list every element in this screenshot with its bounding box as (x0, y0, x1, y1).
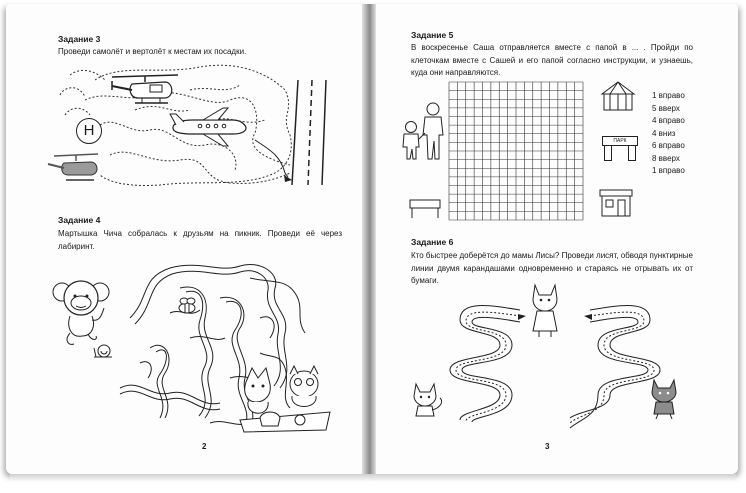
picnic-animals-illustration (240, 362, 330, 432)
task4-text: Мартышка Чича собралась к друзьям на пикник. Проведи её через лабиринт. (58, 229, 342, 251)
task5-title: Задание 5 (411, 30, 454, 40)
boy-and-dad-illustration (401, 101, 445, 163)
helicopter-illustration (110, 72, 180, 107)
instruction-step: 6 вправо (652, 141, 685, 150)
snail-illustration (92, 342, 114, 360)
task6-title: Задание 6 (411, 237, 454, 247)
task3-text: Проведи самолёт и вертолёт к местам их посадки. (58, 47, 247, 56)
task5-text: В воскресенье Саша отправляется вместе с папой в ... . Пройди по клеточкам вместе с Сашей и его папой согласно инструкции, и узнаешь, куда они направляются. (411, 43, 693, 77)
instruction-step: 1 вправо (652, 91, 685, 100)
instruction-step: 5 вверх (652, 103, 680, 113)
mama-fox-illustration (527, 281, 563, 339)
monkey-illustration (52, 278, 112, 348)
school-desk-illustration (408, 198, 442, 220)
book-spine (362, 4, 376, 474)
shop-illustration (598, 188, 634, 218)
park-gate-illustration (600, 136, 640, 160)
instruction-step: 4 вниз (652, 128, 676, 138)
circus-tent-illustration (600, 80, 636, 112)
helipad-letter: H (83, 122, 95, 139)
runway-illustration (290, 80, 330, 190)
white-fox-cub-illustration (410, 380, 446, 420)
airplane-illustration (168, 108, 248, 148)
page-edges (10, 474, 736, 482)
task5-grid (449, 82, 583, 220)
task4-title: Задание 4 (58, 215, 101, 225)
bee-illustration (176, 297, 198, 315)
right-page-number: 3 (545, 442, 550, 451)
helipad-icon (76, 118, 102, 144)
task5-instructions (652, 90, 685, 178)
task3-title: Задание 3 (58, 34, 101, 44)
left-page-number: 2 (202, 442, 207, 451)
instruction-step: 8 вверх (652, 153, 680, 163)
grey-helicopter-illustration (46, 152, 101, 187)
instruction-step: 4 вправо (652, 116, 685, 125)
instruction-step: 1 вправо (652, 166, 685, 175)
task6-text: Кто быстрее доберётся до мамы Лисы? Проведи лисят, обводя пунктирные линии двумя карандашами одновременно и стараясь не отрывать их от бумаги. (411, 251, 693, 285)
grey-fox-cub-illustration (648, 376, 684, 420)
park-sign: ПАРК (602, 136, 638, 146)
